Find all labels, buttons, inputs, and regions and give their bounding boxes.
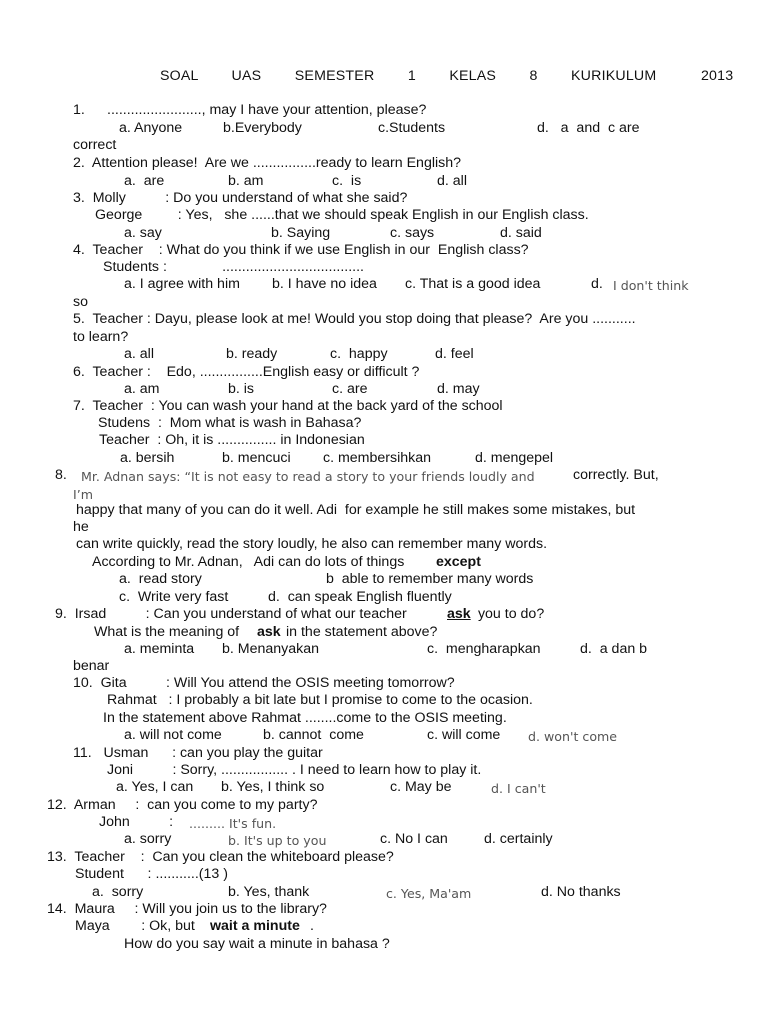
q3-option-b: b. Saying (271, 225, 331, 241)
q2-option-b: b. am (228, 173, 264, 189)
q8-number: 8. (55, 467, 67, 483)
q7-line2: Studens : Mom what is wash in Bahasa? (98, 415, 362, 431)
q1-number: 1. (73, 102, 85, 118)
q12-option-c: c. No I can (380, 831, 448, 847)
q9-line1c: you to do? (474, 606, 545, 622)
q7-line3: Teacher : Oh, it is ............... in Indonesian (99, 432, 365, 448)
q10-option-d: d. won't come (528, 729, 618, 744)
q4-option-d: d. (591, 276, 603, 292)
q9-line2a: What is the meaning of (94, 624, 240, 640)
q5-option-b: b. ready (226, 346, 278, 362)
q8-option-d: d. can speak English fluently (268, 589, 452, 605)
q3-option-a: a. say (124, 225, 162, 241)
q13-option-d: d. No thanks (541, 884, 621, 900)
q13-line1: 13. Teacher : Can you clean the whiteboard please? (47, 849, 394, 865)
q3-option-c: c. says (390, 225, 435, 241)
q8-option-a: a. read story (119, 571, 202, 587)
q14-line2b: wait a minute (210, 918, 300, 934)
q1-stem: ........................, may I have your attention, please? (107, 102, 427, 118)
q9-wrap: benar (73, 658, 110, 674)
q1-option-d: d. a and c are (537, 120, 640, 136)
q1-option-a: a. Anyone (119, 120, 183, 136)
q4-wrap: so (73, 294, 88, 310)
q8-line6a: According to Mr. Adnan, Adi can do lots of things (92, 554, 405, 570)
q13-option-a: a. sorry (92, 884, 144, 900)
q14-line2a: Maya : Ok, but (75, 918, 195, 934)
q4-line2: Students : .................................... (103, 259, 364, 275)
q4-option-b: b. I have no idea (272, 276, 377, 292)
q9-option-c: c. mengharapkan (427, 641, 541, 657)
q13-option-b: b. Yes, thank (228, 884, 310, 900)
q12-line2b: ......... It's fun. (189, 816, 277, 831)
q2-option-a: a. are (124, 173, 165, 189)
page-title: SOAL UAS SEMESTER 1 KELAS 8 KURIKULUM 2013 (160, 68, 734, 84)
q12-option-a: a. sorry (124, 831, 172, 847)
q1-wrap: correct (73, 137, 117, 153)
q11-option-c: c. May be (390, 779, 452, 795)
q8-line2: I’m (73, 487, 93, 502)
q10-line2: Rahmat : I probably a bit late but I promise to come to the ocasion. (107, 692, 533, 708)
q14-line1: 14. Maura : Will you join us to the library? (47, 901, 327, 917)
q2-option-c: c. is (332, 173, 362, 189)
q8-option-b: b able to remember many words (326, 571, 534, 587)
q10-option-b: b. cannot come (263, 727, 364, 743)
q11-line2: Joni : Sorry, ................. . I need to learn how to play it. (107, 762, 482, 778)
q6-option-a: a. am (124, 381, 160, 397)
q3-line2: George : Yes, she ......that we should speak English in our English class. (95, 207, 589, 223)
q2-stem: 2. Attention please! Are we ................ready to learn English? (73, 155, 462, 171)
q6-option-c: c. are (332, 381, 368, 397)
q4-option-a: a. I agree with him (124, 276, 240, 292)
q7-option-a: a. bersih (120, 450, 175, 466)
q7-line1: 7. Teacher : You can wash your hand at the back yard of the school (73, 398, 503, 414)
q8-line3: happy that many of you can do it well. Adi for example he still makes some mistakes, but (76, 502, 636, 518)
q4-line1: 4. Teacher : What do you think if we use English in our English class? (73, 242, 529, 258)
q13-option-c: c. Yes, Ma'am (386, 886, 472, 901)
q10-option-c: c. will come (427, 727, 501, 743)
q5-option-a: a. all (124, 346, 154, 362)
q8-line6b: except (436, 554, 481, 570)
q1-option-c: c.Students (378, 120, 446, 136)
q12-line1: 12. Arman : can you come to my party? (47, 797, 318, 813)
q5-option-c: c. happy (330, 346, 388, 362)
q9-option-d: d. a dan b (580, 641, 648, 657)
q10-option-a: a. will not come (124, 727, 222, 743)
q6-option-b: b. is (228, 381, 255, 397)
q4-option-d-text: I don't think (613, 278, 689, 293)
q9-ask-underlined: ask (447, 606, 471, 622)
q10-line3: In the statement above Rahmat ........come to the OSIS meeting. (103, 710, 507, 726)
q5-line2: to learn? (73, 329, 129, 345)
q11-line1: 11. Usman : can you play the guitar (73, 745, 323, 761)
q12-line2: John : (99, 814, 174, 830)
q7-option-d: d. mengepel (475, 450, 554, 466)
q9-line2c: in the statement above? (286, 624, 438, 640)
q12-option-b: b. It's up to you (228, 833, 327, 848)
q8-line1b: correctly. But, (573, 467, 659, 483)
q9-option-a: a. meminta (124, 641, 195, 657)
q14-line2c: . (310, 918, 314, 934)
q3-option-d: d. said (500, 225, 542, 241)
q2-option-d: d. all (437, 173, 467, 189)
q6-option-d: d. may (437, 381, 480, 397)
q11-option-a: a. Yes, I can (116, 779, 194, 795)
q9-ask-bold: ask (257, 624, 281, 640)
q7-option-b: b. mencuci (222, 450, 291, 466)
q5-line1: 5. Teacher : Dayu, please look at me! Would you stop doing that please? Are you ........... (73, 311, 636, 327)
q8-line5: can write quickly, read the story loudly, he also can remember many words. (76, 536, 548, 552)
q14-line3: How do you say wait a minute in bahasa ? (124, 936, 390, 952)
q9-line1a: 9. Irsad : Can you understand of what our teacher (55, 606, 407, 622)
q8-line1a: Mr. Adnan says: “It is not easy to read a story to your friends loudly and (81, 469, 535, 484)
q10-line1: 10. Gita : Will You attend the OSIS meeting tomorrow? (73, 675, 455, 691)
q6-line1: 6. Teacher : Edo, ................English easy or difficult ? (73, 364, 420, 380)
q4-option-c: c. That is a good idea (405, 276, 541, 292)
q8-line4: he (73, 519, 89, 535)
q13-line2: Student : ...........(13 ) (75, 866, 228, 882)
q9-option-b: b. Menanyakan (222, 641, 320, 657)
q3-line1: 3. Molly : Do you understand of what she said? (73, 190, 408, 206)
q8-option-c: c. Write very fast (119, 589, 229, 605)
q11-option-d: d. I can't (491, 781, 546, 796)
q11-option-b: b. Yes, I think so (221, 779, 325, 795)
q5-option-d: d. feel (435, 346, 474, 362)
q12-option-d: d. certainly (484, 831, 553, 847)
q7-option-c: c. membersihkan (323, 450, 432, 466)
q1-option-b: b.Everybody (223, 120, 302, 136)
